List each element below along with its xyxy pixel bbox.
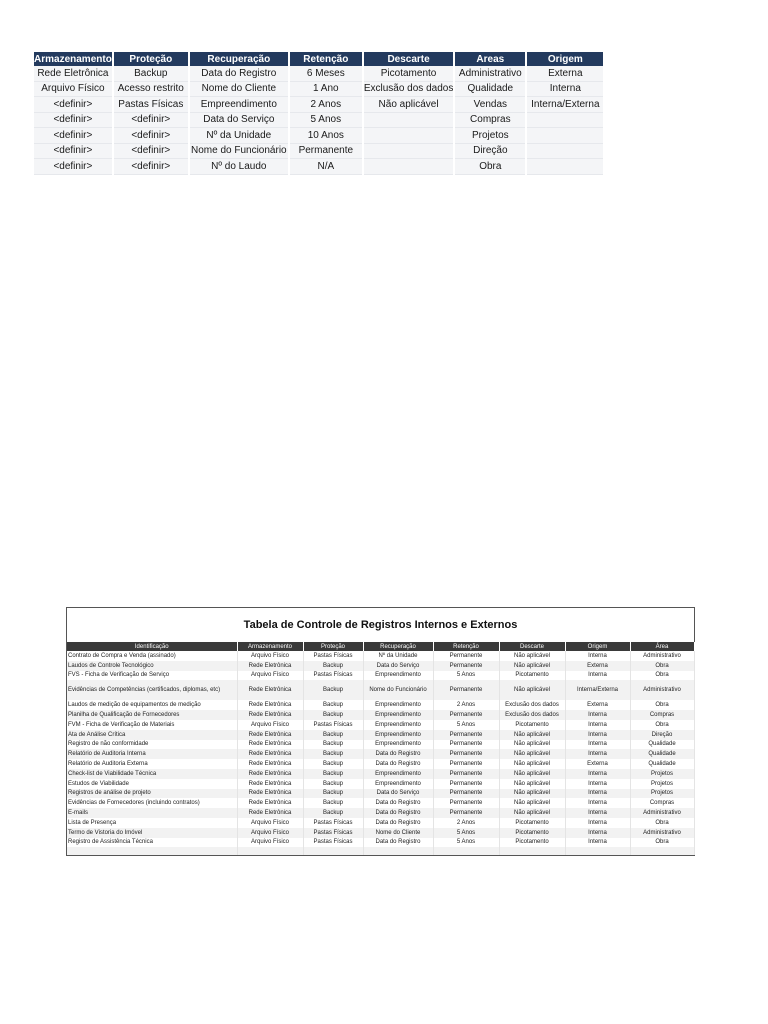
records-cell[interactable]: Interna [565, 818, 630, 828]
records-cell[interactable]: Externa [565, 759, 630, 769]
records-cell[interactable]: Permanente [433, 808, 499, 818]
lookup-cell[interactable]: Nº do Laudo [189, 159, 289, 175]
records-cell[interactable]: 5 Anos [433, 828, 499, 838]
records-cell[interactable]: Não aplicável [499, 798, 565, 808]
records-cell[interactable]: Rede Eletrônica [237, 740, 303, 750]
records-cell[interactable]: Externa [565, 700, 630, 710]
lookup-cell[interactable]: Projetos [454, 128, 526, 144]
lookup-cell[interactable] [363, 128, 455, 144]
records-row [67, 740, 694, 750]
lookup-cell[interactable]: <definir> [113, 143, 189, 159]
records-cell[interactable]: Registro de não conformidade [67, 740, 237, 750]
lookup-cell[interactable]: Qualidade [454, 81, 526, 97]
records-table-title: Tabela de Controle de Registros Internos e Externos [243, 619, 518, 631]
records-cell[interactable]: Data do Registro [363, 808, 433, 818]
lookup-cell[interactable]: Empreendimento [189, 97, 289, 113]
records-cell[interactable]: Empreendimento [363, 710, 433, 720]
lookup-cell[interactable] [526, 128, 604, 144]
records-cell[interactable]: Empreendimento [363, 740, 433, 750]
records-cell[interactable]: Interna [565, 710, 630, 720]
records-header-cell[interactable]: Identificação [67, 642, 237, 651]
lookup-cell[interactable]: Data do Serviço [189, 112, 289, 128]
records-cell[interactable]: Empreendimento [363, 779, 433, 789]
records-cell[interactable]: Pastas Físicas [303, 838, 363, 848]
lookup-cell[interactable] [363, 159, 455, 175]
records-cell[interactable]: Interna [565, 769, 630, 779]
records-cell-empty[interactable] [630, 847, 694, 855]
lookup-row [34, 143, 604, 159]
records-cell-empty[interactable] [499, 847, 565, 855]
records-header-cell[interactable]: Origem [565, 642, 630, 651]
records-cell[interactable]: Data do Registro [363, 759, 433, 769]
records-cell[interactable]: Laudos de Controle Tecnológico [67, 661, 237, 671]
records-row [67, 710, 694, 720]
records-cell[interactable]: Permanente [433, 651, 499, 661]
records-cell[interactable]: FVS - Ficha de Verificação de Serviço [67, 671, 237, 681]
records-header-cell[interactable]: Descarte [499, 642, 565, 651]
records-cell[interactable]: Administrativo [630, 828, 694, 838]
records-cell[interactable]: Exclusão dos dados [499, 700, 565, 710]
records-cell[interactable]: Backup [303, 759, 363, 769]
lookup-cell[interactable]: Não aplicável [363, 97, 455, 113]
records-cell[interactable]: Não aplicável [499, 730, 565, 740]
records-cell[interactable]: Backup [303, 749, 363, 759]
lookup-cell[interactable]: 10 Anos [289, 128, 363, 144]
records-cell[interactable]: Relatório de Auditoria Externa [67, 759, 237, 769]
records-row [67, 680, 694, 700]
records-cell[interactable]: Obra [630, 838, 694, 848]
lookup-header-cell[interactable]: Origem [526, 52, 604, 66]
records-cell[interactable]: Não aplicável [499, 661, 565, 671]
records-cell[interactable]: Empreendimento [363, 769, 433, 779]
records-cell[interactable]: Compras [630, 710, 694, 720]
lookup-cell[interactable]: Rede Eletrônica [34, 66, 113, 81]
records-cell[interactable]: Interna [565, 828, 630, 838]
records-cell[interactable]: Pastas Físicas [303, 720, 363, 730]
lookup-cell[interactable]: <definir> [113, 159, 189, 175]
lookup-cell[interactable]: Nome do Cliente [189, 81, 289, 97]
lookup-header-row [34, 52, 604, 66]
lookup-cell[interactable]: 6 Meses [289, 66, 363, 81]
lookup-cell[interactable]: Backup [113, 66, 189, 81]
lookup-header-cell[interactable]: Areas [454, 52, 526, 66]
lookup-cell[interactable]: Administrativo [454, 66, 526, 81]
records-cell[interactable]: Backup [303, 798, 363, 808]
lookup-header-cell[interactable]: Armazenamento [34, 53, 112, 65]
records-table [67, 642, 695, 855]
records-cell[interactable]: Picotamento [499, 838, 565, 848]
records-cell[interactable]: Lista de Presença [67, 818, 237, 828]
records-cell[interactable]: Não aplicável [499, 680, 565, 700]
records-row [67, 838, 694, 848]
lookup-cell[interactable]: 5 Anos [289, 112, 363, 128]
records-cell[interactable]: Arquivo Físico [237, 671, 303, 681]
lookup-cell[interactable]: <definir> [34, 128, 113, 144]
records-cell[interactable]: Ata de Análise Crítica [67, 730, 237, 740]
records-row [67, 828, 694, 838]
records-cell[interactable]: Pastas Físicas [303, 828, 363, 838]
records-cell[interactable]: Qualidade [630, 740, 694, 750]
records-cell[interactable]: Pastas Físicas [303, 651, 363, 661]
records-cell[interactable]: Qualidade [630, 749, 694, 759]
records-cell[interactable]: Rede Eletrônica [237, 730, 303, 740]
lookup-cell[interactable]: Nome do Funcionário [189, 143, 289, 159]
records-cell[interactable]: Backup [303, 779, 363, 789]
records-cell[interactable]: Arquivo Físico [237, 720, 303, 730]
lookup-cell[interactable]: Permanente [289, 143, 363, 159]
records-cell[interactable]: Nome do Funcionário [363, 680, 433, 700]
records-cell[interactable]: Evidências de Competências (certificados, diplomas, etc) [67, 680, 237, 700]
records-cell[interactable]: Rede Eletrônica [237, 808, 303, 818]
records-cell[interactable]: Administrativo [630, 808, 694, 818]
records-cell[interactable]: Data do Registro [363, 818, 433, 828]
records-table-frame [66, 607, 695, 856]
records-cell[interactable]: Backup [303, 740, 363, 750]
lookup-row [34, 128, 604, 144]
lookup-cell[interactable]: Picotamento [363, 66, 455, 81]
records-cell[interactable]: Backup [303, 661, 363, 671]
records-cell[interactable]: Pastas Físicas [303, 671, 363, 681]
records-row [67, 789, 694, 799]
records-cell[interactable]: Picotamento [499, 818, 565, 828]
lookup-cell[interactable]: <definir> [113, 128, 189, 144]
lookup-cell[interactable]: <definir> [34, 159, 113, 175]
records-cell[interactable]: Data do Registro [363, 838, 433, 848]
records-cell[interactable]: Direção [630, 730, 694, 740]
lookup-header-cell[interactable]: Descarte [363, 52, 455, 66]
records-cell[interactable]: Rede Eletrônica [237, 759, 303, 769]
records-cell[interactable]: Não aplicável [499, 740, 565, 750]
lookup-header-cell[interactable]: Retenção [289, 52, 363, 66]
records-cell[interactable]: Administrativo [630, 651, 694, 661]
records-cell[interactable]: Permanente [433, 740, 499, 750]
lookup-cell[interactable]: <definir> [34, 97, 113, 113]
records-cell[interactable]: Nome do Cliente [363, 828, 433, 838]
records-cell-empty[interactable] [237, 847, 303, 855]
records-cell[interactable]: Permanente [433, 680, 499, 700]
records-cell[interactable]: Data do Registro [363, 749, 433, 759]
records-cell[interactable]: Projetos [630, 779, 694, 789]
lookup-cell[interactable]: <definir> [113, 112, 189, 128]
records-row [67, 720, 694, 730]
records-cell[interactable]: Nº da Unidade [363, 651, 433, 661]
lookup-cell[interactable]: Exclusão dos dados [363, 81, 455, 97]
records-row [67, 700, 694, 710]
lookup-cell[interactable]: Vendas [454, 97, 526, 113]
records-cell[interactable]: Interna [565, 730, 630, 740]
records-cell[interactable]: Relatório de Auditoria Interna [67, 749, 237, 759]
records-cell[interactable]: Permanente [433, 710, 499, 720]
records-cell[interactable]: 2 Anos [433, 700, 499, 710]
records-cell[interactable]: Interna [565, 838, 630, 848]
records-cell[interactable]: Backup [303, 680, 363, 700]
records-row [67, 661, 694, 671]
lookup-cell[interactable]: 2 Anos [289, 97, 363, 113]
records-row [67, 779, 694, 789]
records-cell[interactable]: Permanente [433, 789, 499, 799]
lookup-row [34, 159, 604, 175]
records-cell[interactable]: Interna/Externa [565, 680, 630, 700]
records-cell[interactable]: Picotamento [499, 720, 565, 730]
lookup-row [34, 66, 604, 81]
records-cell[interactable]: Data do Registro [363, 798, 433, 808]
records-row [67, 749, 694, 759]
records-cell[interactable]: Interna [565, 808, 630, 818]
records-cell[interactable]: Obra [630, 818, 694, 828]
records-cell[interactable]: Obra [630, 700, 694, 710]
records-row [67, 808, 694, 818]
records-cell[interactable]: Arquivo Físico [237, 828, 303, 838]
lookup-cell[interactable] [526, 159, 604, 175]
lookup-cell[interactable]: Interna/Externa [526, 97, 604, 113]
lookup-cell[interactable]: Externa [526, 66, 604, 81]
records-cell[interactable]: Registros de análise de projeto [67, 789, 237, 799]
records-cell[interactable]: Interna [565, 779, 630, 789]
records-cell[interactable]: Interna [565, 740, 630, 750]
records-cell[interactable]: Exclusão dos dados [499, 710, 565, 720]
records-header-row [67, 642, 694, 651]
lookup-header-cell[interactable]: Recuperação [189, 52, 289, 66]
lookup-cell[interactable]: Acesso restrito [113, 81, 189, 97]
records-header-cell[interactable]: Proteção [303, 642, 363, 651]
records-cell[interactable]: Laudos de medição de equipamentos de medição [67, 700, 237, 710]
lookup-cell[interactable]: N/A [289, 159, 363, 175]
records-row [67, 651, 694, 661]
records-cell[interactable]: Qualidade [630, 759, 694, 769]
records-row [67, 769, 694, 779]
records-cell[interactable]: Não aplicável [499, 759, 565, 769]
records-cell[interactable]: Contrato de Compra e Venda (assinado) [67, 651, 237, 661]
records-cell[interactable]: Empreendimento [363, 700, 433, 710]
records-cell[interactable]: Externa [565, 661, 630, 671]
lookup-cell[interactable]: 1 Ano [289, 81, 363, 97]
records-cell[interactable]: Interna [565, 749, 630, 759]
records-cell[interactable]: Não aplicável [499, 789, 565, 799]
records-cell-empty[interactable] [303, 847, 363, 855]
records-cell[interactable]: 5 Anos [433, 671, 499, 681]
records-cell[interactable]: Permanente [433, 661, 499, 671]
records-cell[interactable]: Picotamento [499, 828, 565, 838]
records-cell[interactable]: Empreendimento [363, 730, 433, 740]
lookup-cell[interactable] [526, 112, 604, 128]
records-cell[interactable]: Pastas Físicas [303, 818, 363, 828]
lookup-cell[interactable]: Pastas Físicas [113, 97, 189, 113]
records-cell[interactable]: Permanente [433, 779, 499, 789]
records-cell[interactable]: Interna [565, 798, 630, 808]
records-cell[interactable]: Não aplicável [499, 749, 565, 759]
records-cell[interactable]: Não aplicável [499, 808, 565, 818]
records-cell[interactable]: Obra [630, 720, 694, 730]
records-cell[interactable]: 5 Anos [433, 838, 499, 848]
records-cell[interactable]: Termo de Vistoria do Imóvel [67, 828, 237, 838]
records-cell[interactable]: Administrativo [630, 680, 694, 700]
records-cell[interactable]: Interna [565, 720, 630, 730]
records-cell-empty[interactable] [433, 847, 499, 855]
records-cell[interactable]: Permanente [433, 759, 499, 769]
lookup-cell[interactable]: Arquivo Físico [34, 81, 113, 97]
records-cell[interactable]: Não aplicável [499, 651, 565, 661]
records-header-cell[interactable]: Retenção [433, 642, 499, 651]
lookup-cell[interactable] [363, 143, 455, 159]
lookup-cell[interactable] [363, 112, 455, 128]
records-cell[interactable]: Rede Eletrônica [237, 680, 303, 700]
records-cell[interactable]: Permanente [433, 749, 499, 759]
records-header-cell[interactable]: Recuperação [363, 642, 433, 651]
records-cell[interactable]: Empreendimento [363, 671, 433, 681]
records-cell-empty[interactable] [67, 847, 237, 855]
records-cell[interactable]: Rede Eletrônica [237, 710, 303, 720]
lookup-cell[interactable]: Nº da Unidade [189, 128, 289, 144]
records-header-cell[interactable]: Área [630, 642, 694, 651]
records-cell[interactable]: Rede Eletrônica [237, 749, 303, 759]
records-cell[interactable]: Projetos [630, 789, 694, 799]
records-cell[interactable]: Empreendimento [363, 720, 433, 730]
records-cell[interactable]: Arquivo Físico [237, 838, 303, 848]
records-cell-empty[interactable] [565, 847, 630, 855]
records-row [67, 730, 694, 740]
records-cell[interactable]: Rede Eletrônica [237, 798, 303, 808]
lookup-table [34, 52, 605, 175]
lookup-row [34, 112, 604, 128]
lookup-header-cell[interactable]: Proteção [113, 52, 189, 66]
records-cell[interactable]: Backup [303, 730, 363, 740]
records-cell[interactable]: Rede Eletrônica [237, 789, 303, 799]
records-cell[interactable]: E-mails [67, 808, 237, 818]
records-cell[interactable]: Backup [303, 710, 363, 720]
records-cell[interactable]: FVM - Ficha de Verificação de Materiais [67, 720, 237, 730]
records-cell[interactable]: Rede Eletrônica [237, 700, 303, 710]
records-cell[interactable]: Backup [303, 700, 363, 710]
records-cell[interactable]: Permanente [433, 730, 499, 740]
records-cell[interactable]: Picotamento [499, 671, 565, 681]
lookup-cell[interactable]: <definir> [34, 143, 113, 159]
records-cell[interactable]: Backup [303, 789, 363, 799]
records-cell[interactable]: Obra [630, 661, 694, 671]
records-cell[interactable]: Rede Eletrônica [237, 769, 303, 779]
lookup-cell[interactable]: Direção [454, 143, 526, 159]
records-row [67, 759, 694, 769]
records-cell[interactable]: Interna [565, 671, 630, 681]
records-cell[interactable]: Interna [565, 651, 630, 661]
records-cell[interactable]: Compras [630, 798, 694, 808]
records-cell[interactable]: Evidências de Fornecedores (incluindo contratos) [67, 798, 237, 808]
records-cell[interactable]: Arquivo Físico [237, 818, 303, 828]
records-row [67, 798, 694, 808]
records-cell[interactable]: Permanente [433, 769, 499, 779]
records-cell[interactable]: Rede Eletrônica [237, 779, 303, 789]
lookup-row [34, 97, 604, 113]
records-cell[interactable]: Projetos [630, 769, 694, 779]
records-cell[interactable]: Data do Serviço [363, 661, 433, 671]
lookup-cell[interactable]: Data do Registro [189, 66, 289, 81]
records-cell[interactable]: 5 Anos [433, 720, 499, 730]
records-cell[interactable]: Obra [630, 671, 694, 681]
lookup-cell[interactable]: Interna [526, 81, 604, 97]
records-row [67, 671, 694, 681]
records-row [67, 818, 694, 828]
records-cell-empty[interactable] [363, 847, 433, 855]
lookup-cell[interactable]: <definir> [34, 112, 113, 128]
records-cell[interactable]: Permanente [433, 798, 499, 808]
lookup-row [34, 81, 604, 97]
records-cell[interactable]: Não aplicável [499, 779, 565, 789]
lookup-cell[interactable] [526, 143, 604, 159]
records-cell[interactable]: Data do Serviço [363, 789, 433, 799]
records-cell[interactable]: Interna [565, 789, 630, 799]
records-cell[interactable]: Arquivo Físico [237, 651, 303, 661]
records-cell[interactable]: Backup [303, 808, 363, 818]
records-cell[interactable]: Não aplicável [499, 769, 565, 779]
records-cell[interactable]: Backup [303, 769, 363, 779]
records-cell[interactable]: Planilha de Qualificação de Fornecedores [67, 710, 237, 720]
records-empty-row [67, 847, 694, 855]
records-cell[interactable]: Check-list de Viabilidade Técnica [67, 769, 237, 779]
lookup-cell[interactable]: Compras [454, 112, 526, 128]
records-cell[interactable]: Registro de Assistência Técnica [67, 838, 237, 848]
lookup-cell[interactable]: Obra [454, 159, 526, 175]
records-cell[interactable]: 2 Anos [433, 818, 499, 828]
records-cell[interactable]: Estudos de Viabilidade [67, 779, 237, 789]
records-header-cell[interactable]: Armazenamento [237, 642, 303, 651]
records-cell[interactable]: Rede Eletrônica [237, 661, 303, 671]
